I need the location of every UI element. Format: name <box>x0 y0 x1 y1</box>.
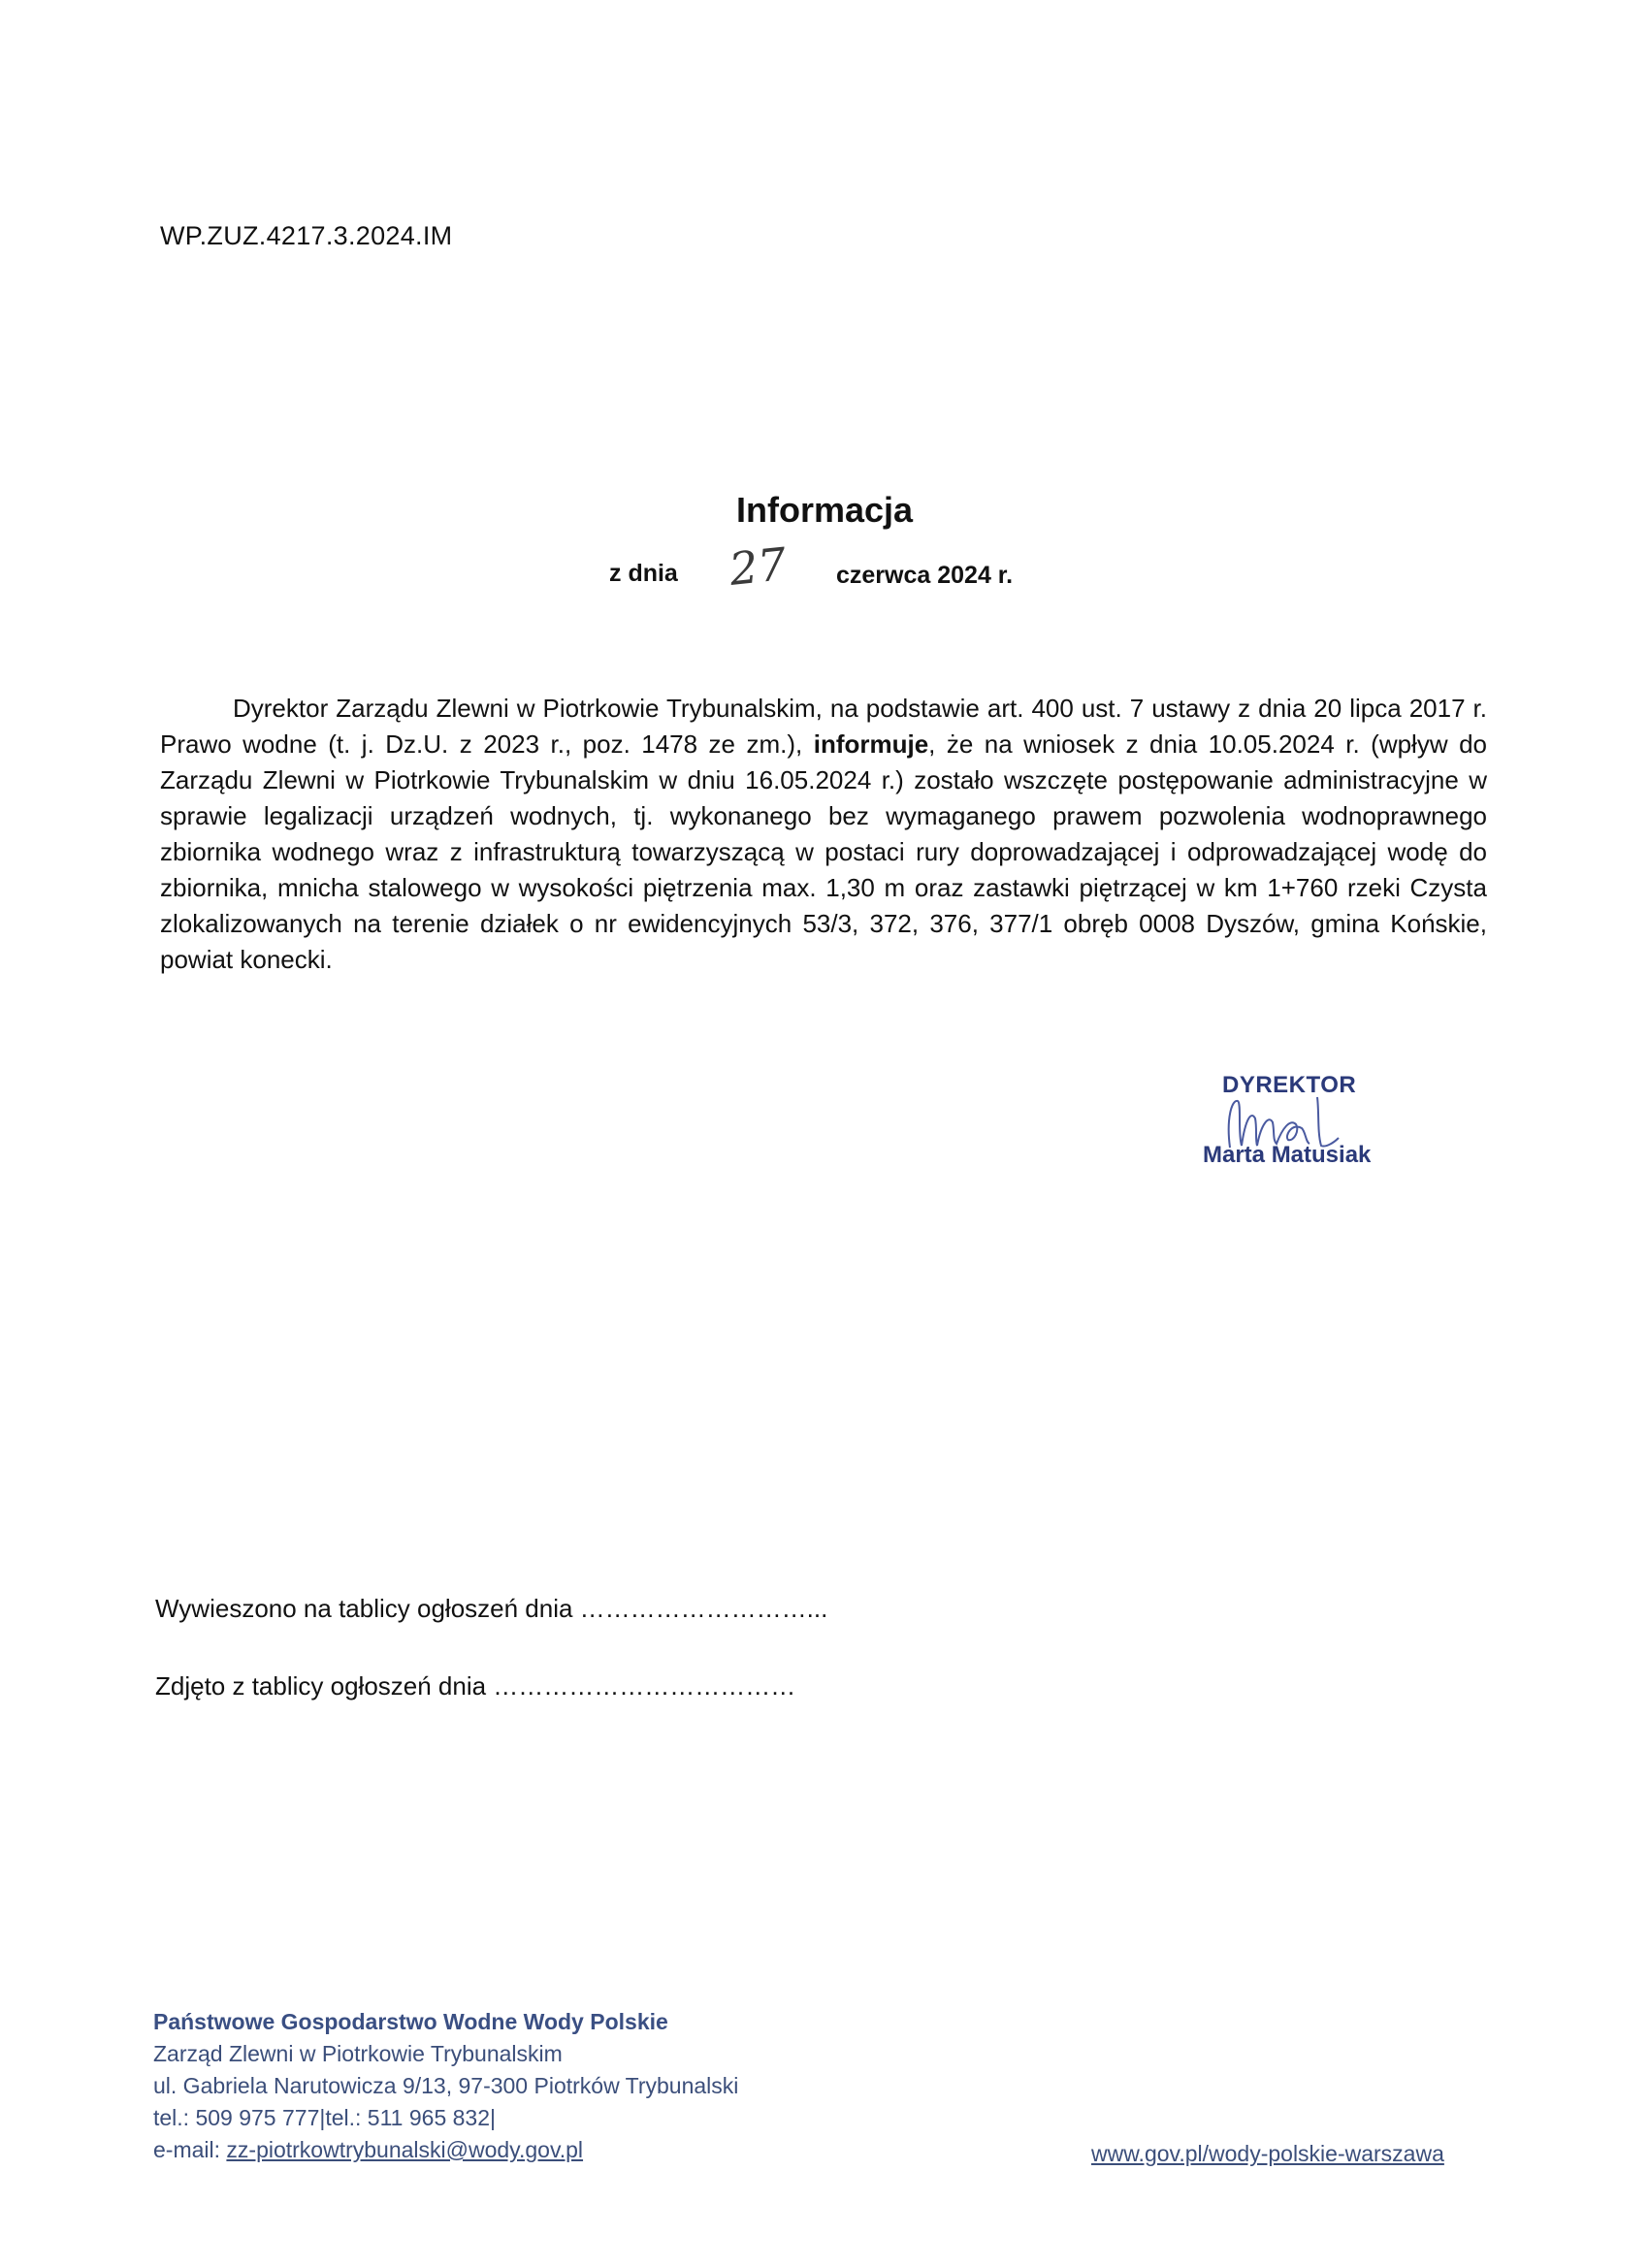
footer-email-link[interactable]: zz-piotrkowtrybunalski@wody.gov.pl <box>226 2137 584 2162</box>
document-date <box>0 537 1649 606</box>
notice-removed: Zdjęto z tablicy ogłoszeń dnia ……………………………… <box>155 1671 796 1701</box>
date-prefix: z dnia <box>609 560 678 587</box>
reference-number: WP.ZUZ.4217.3.2024.IM <box>160 221 453 250</box>
signature-role: DYREKTOR <box>1222 1072 1357 1098</box>
footer-email-line <box>153 2134 738 2166</box>
date-month-year: czerwca 2024 r. <box>836 562 1014 589</box>
signature-name: Marta Matusiak <box>1203 1142 1372 1168</box>
footer-org: Państwowe Gospodarstwo Wodne Wody Polskie <box>153 2009 668 2034</box>
body-part-2: , że na wniosek z dnia 10.05.2024 r. (wpływ do Zarządu Zlewni w Piotrkowie Trybunalskim w dniu 16.05.2024 r.) zostało wszczęte postępowanie administracyjne w sprawie legalizacji urządzeń wodnych, tj. wykonanego bez wymaganego prawem pozwolenia wodnoprawnego zbiornika wodnego wraz z infrastrukturą towarzyszącą w postaci rury doprowadzającej i odprowadzającej wodę do zbiornika, mnicha stalowego w wysokości piętrzenia max. 1,30 m oraz zastawki piętrzącej w km 1+760 rzeki Czysta zlokalizowanych na terenie działek o nr ewidencyjnych 53/3, 372, 376, 377/1 obręb 0008 Dyszów, gmina Końskie, powiat konecki. <box>160 729 1487 974</box>
handwritten-day: 27 <box>727 537 790 596</box>
body-paragraph <box>160 691 1487 978</box>
notice-posted: Wywieszono na tablicy ogłoszeń dnia ………………………... <box>155 1594 828 1623</box>
footer-address: ul. Gabriela Narutowicza 9/13, 97-300 Piotrków Trybunalski <box>153 2073 739 2098</box>
document-title: Informacja <box>735 490 914 530</box>
body-bold-word: informuje <box>813 729 929 759</box>
footer-contact <box>153 2006 738 2166</box>
footer-phones: tel.: 509 975 777|tel.: 511 965 832| <box>153 2105 496 2130</box>
body-part-1: Dyrektor Zarządu Zlewni w Piotrkowie Trybunalskim, na podstawie art. 400 ust. 7 ustawy z dnia 20 lipca 2017 r. Prawo wodne (t. j. Dz.U. z 2023 r., poz. 1478 ze zm.), <box>160 694 1487 759</box>
footer-unit: Zarząd Zlewni w Piotrkowie Trybunalskim <box>153 2041 563 2066</box>
signature-stamp <box>1154 1072 1416 1179</box>
footer-email-label: e-mail: <box>153 2137 227 2162</box>
footer-website-link[interactable]: www.gov.pl/wody-polskie-warszawa <box>1091 2141 1444 2166</box>
